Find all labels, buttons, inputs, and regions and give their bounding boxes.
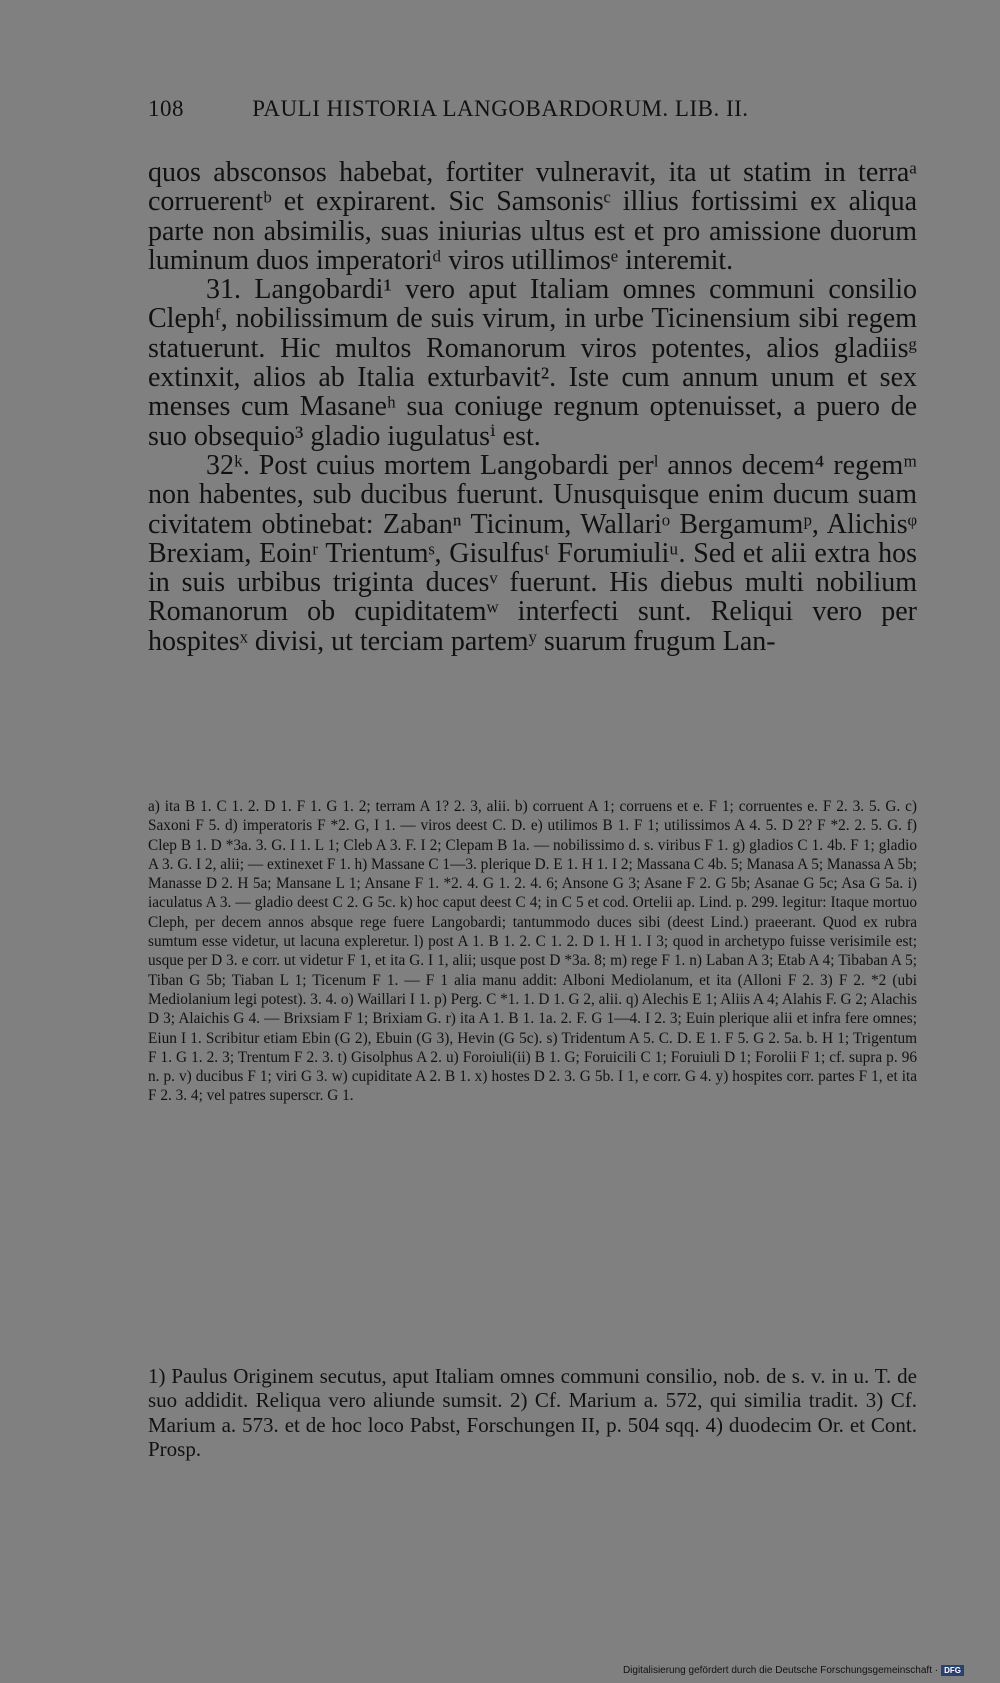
paragraph-chapter-32: 32ᵏ. Post cuius mortem Langobardi perˡ annos decem⁴ regemᵐ non habentes, sub ducibus fuerunt. Unusquisque enim ducum suam civitatem obtinebat: Zabanⁿ Ticinum, Wallariᵒ Bergamumᵖ, Alichisᵠ Brexiam, Eoinʳ Trientumˢ, Gisulfusᵗ Forumiuliᵘ. Sed et alii extra hos in suis urbibus triginta ducesᵛ fuerunt. His diebus multi nobilium Romanorum ob cupiditatemʷ interfecti sunt. Reliqui vero per hospitesˣ divisi, ut terciam partemʸ suarum frugum Lan- bbox=[148, 449, 917, 657]
dfg-logo: DFG bbox=[941, 1665, 964, 1676]
paragraph-1: quos absconsos habebat, fortiter vulneravit, ita ut statim in terraᵃ corruerentᵇ et expirarent. Sic Samsonisᶜ illius fortissimi ex aliqua parte non absimilis, suas iniurias ultus est et pro amissione duorum luminum duos imperatoriᵈ viros utillimosᵉ interemit. bbox=[148, 157, 917, 276]
digitization-credit bbox=[623, 1665, 964, 1676]
paragraph-chapter-31: 31. Langobardi¹ vero aput Italiam omnes communi consilio Clephᶠ, nobilissimum de suis virum, in urbe Ticinensium sibi regem statuerunt. Hic multos Romanorum viros potentes, alios gladiisᵍ extinxit, alios ab Italia exturbavit². Iste cum annum unum et sex menses cum Masaneʰ sua coniuge regnum optenuisset, a puero de suo obsequio³ gladio iugulatusⁱ est. bbox=[148, 274, 917, 452]
footnotes-text: 1) Paulus Originem secutus, aput Italiam omnes communi consilio, nob. de s. v. in u. T. de suo addidit. Reliqua vero aliunde sumsit. 2) Cf. Marium a. 572, qui similia tradit. 3) Cf. Marium a. 573. et de hoc loco Pabst, Forschungen II, p. 504 sqq. 4) duodecim Or. et Cont. Prosp. bbox=[148, 1364, 917, 1462]
page-number: 108 bbox=[148, 96, 184, 121]
running-title: PAULI HISTORIA LANGOBARDORUM. LIB. II. bbox=[252, 96, 749, 121]
credit-text: Digitalisierung gefördert durch die Deutsche Forschungsgemeinschaft · bbox=[622, 1665, 939, 1676]
footnotes bbox=[148, 1364, 917, 1462]
critical-apparatus bbox=[148, 797, 917, 1106]
main-text bbox=[148, 158, 917, 656]
critical-notes-text: a) ita B 1. C 1. 2. D 1. F 1. G 1. 2; terram A 1? 2. 3, alii. b) corruent A 1; corruens et e. F 1; corruentes e. F 2. 3. 5. G. c) Saxoni F 5. d) imperatoris F *2. G, I 1. — viros deest C. D. e) utilimos B 1. F 1; utilissimos A 4. 5. D 2? F *2. 2. 5. G. f) Clep B 1. D *3a. 3. G. I 1. L 1; Cleb A 3. F. I 2; Clepam B 1a. — nobilissimo d. s. viribus F 1. g) gladios C 1. 4b. F 1; gladio A 3. G. I 2, alii; — extinexet F 1. h) Massane C 1—3. plerique D. E 1. H 1. I 2; Massana C 4b. 5; Manasa A 5; Manassa A 5b; Manasse D 2. H 5a; Mansane L 1; Ansane F 1. *2. 4. G 1. 2. 4. 6; Ansone G 3; Asane F 2. G 5b; Asanae G 5c; Asa G 5a. i) iaculatus A 3. — gladio deest C 2. G 5c. k) hoc caput deest C 4; in C 5 et cod. Ortelii ap. Lind. p. 299. legitur: Itaque mortuo Cleph, per decem annos absque rege fuere Langobardi; tantummodo duces sibi (deest Lind.) praeerant. Quod ex rubra sumtum esse videtur, ut lacuna expleretur. l) post A 1. B 1. 2. C 1. 2. D 1. H 1. I 3; quod in archetypo fuisse verisimile est; usque per D 3. e corr. ut videtur F 1, et ita G. I 1, alii; usque post D *3a. 8; m) rege F 1. n) Laban A 3; Etab A 4; Tibaban A 5; Tiban G 5b; Tiaban L 1; Ticenum F 1. — F 1 alia manu addit: Alboni Mediolanum, et ita (Alloni F 2. 3) F 2. *2 (ubi Mediolanium legi potest). 3. 4. o) Waillari I 1. p) Perg. C *1. 1. D 1. G 2, alii. q) Alechis E 1; Aliis A 4; Alahis F. G 2; Alachis D 3; Alaichis G 4. — Brixsiam F 1; Brixiam G. r) ita A 1. B 1. 1a. 2. F. G 1—4. I 2. 3; Euin plerique alii et infra fere omnes; Eiun I 1. Scribitur etiam Ebin (G 2), Ebuin (G 3), Hevin (G 5c). s) Tridentum A 5. C. D. E 1. F 5. G 2. 5a. b. H 1; Trigentum F 1. G 1. 2. 3; Trentum F 2. 3. t) Gisolphus A 2. u) Foroiuli(ii) B 1. G; Foruicili C 1; Foruiuli D 1; Forolii F 1; cf. supra p. 96 n. p. v) ducibus F 1; viri G 3. w) cupiditate A 2. B 1. x) hostes D 2. 3. G 5b. I 1, e corr. G 4. y) hospites corr. partes F 1, et ita F 2. 3. 4; vel patres superscr. G 1. bbox=[148, 798, 918, 1105]
running-header bbox=[148, 96, 838, 122]
